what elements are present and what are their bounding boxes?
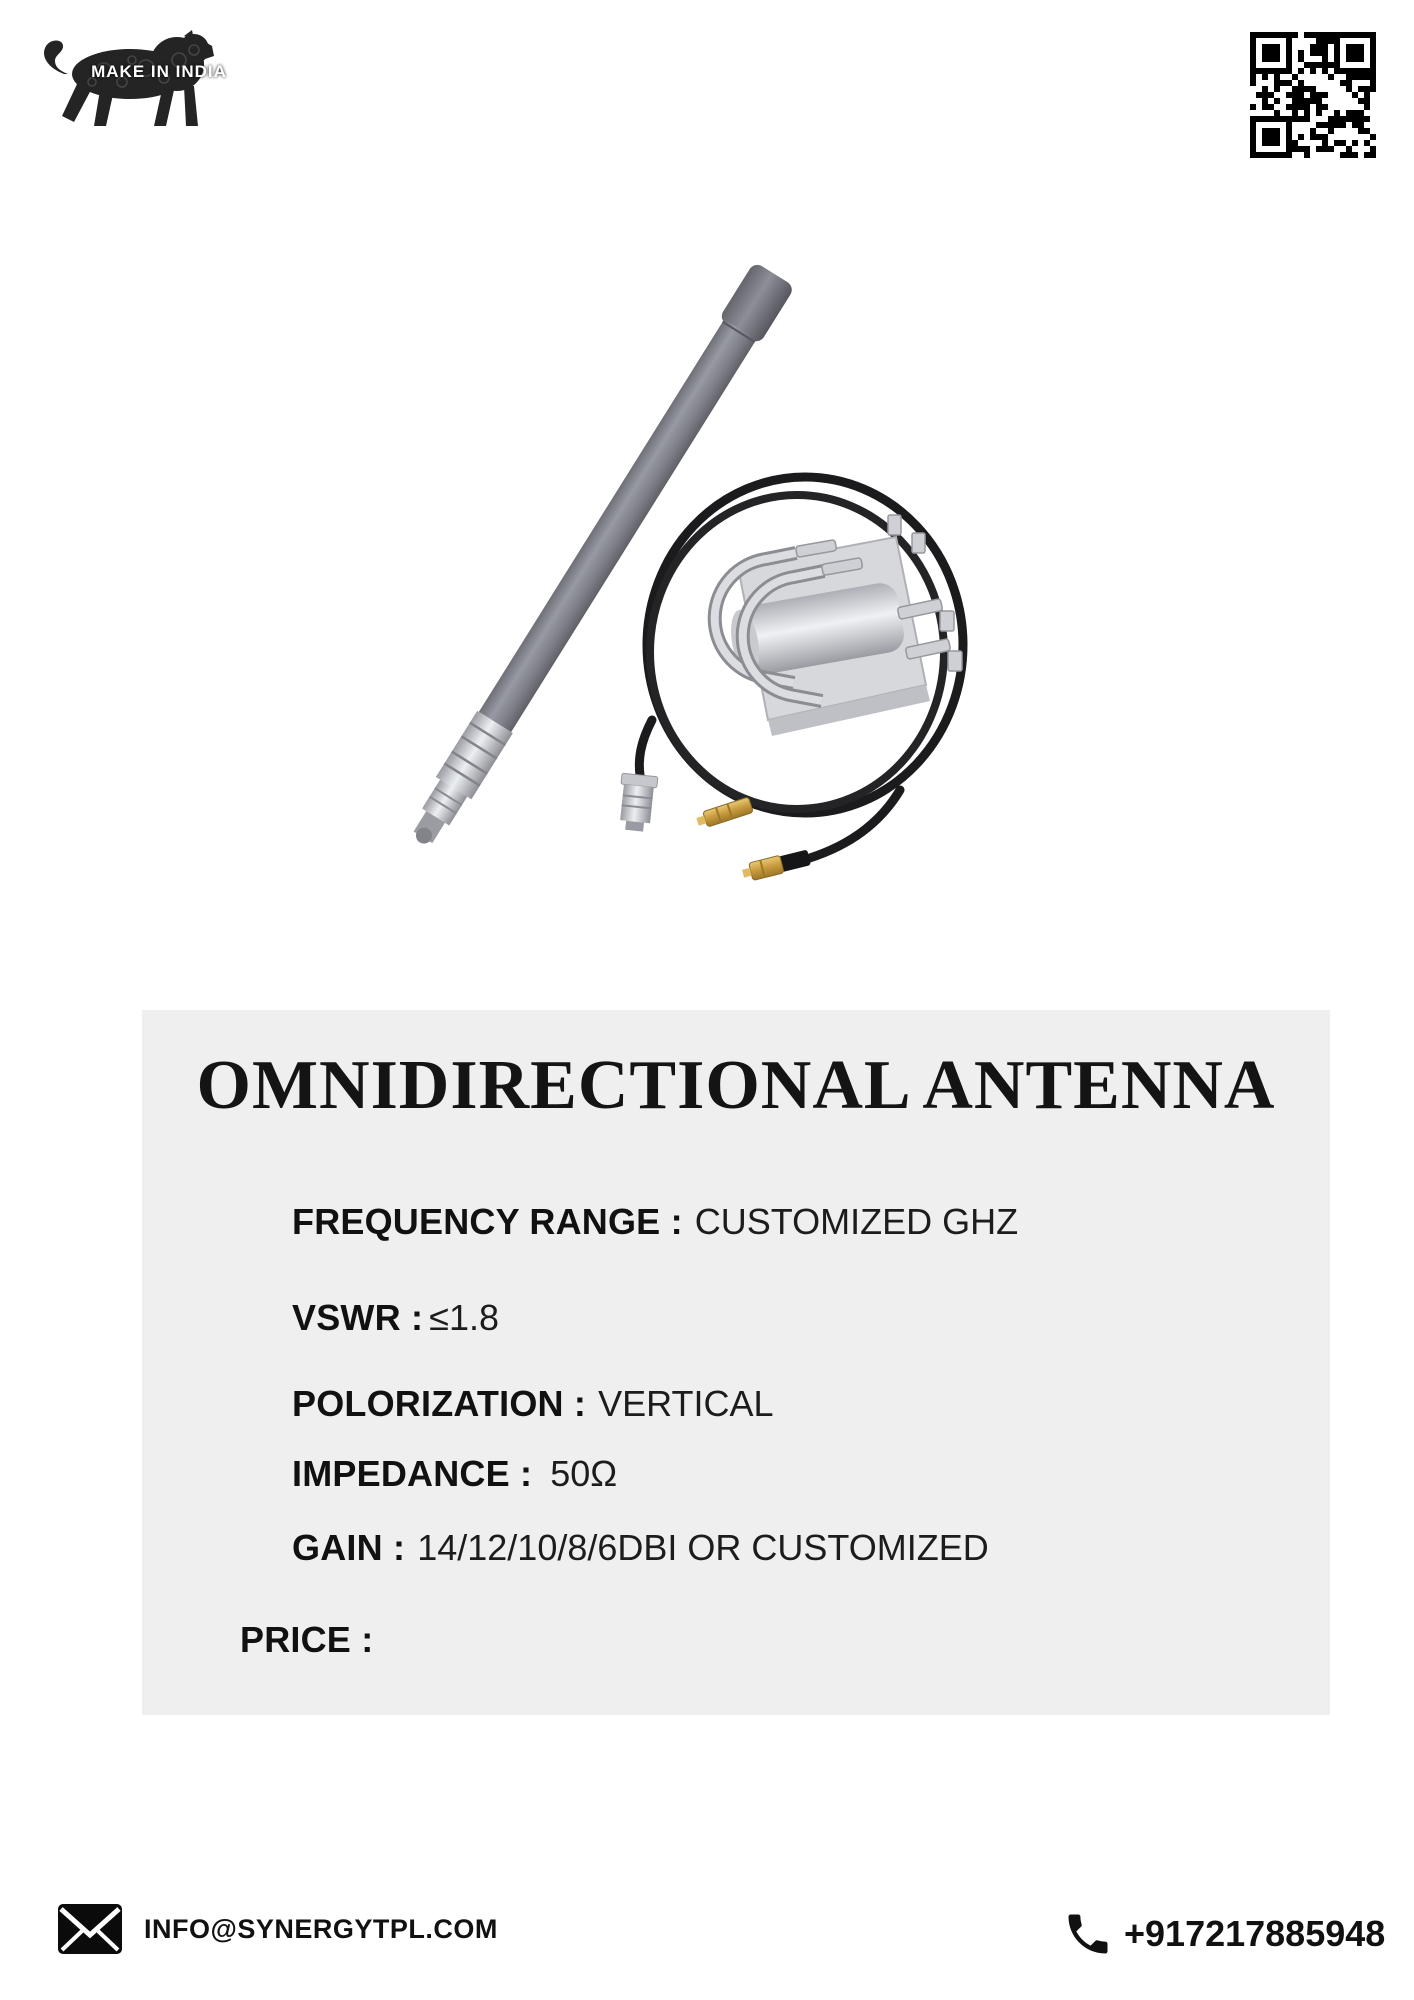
lion-muzzle — [202, 40, 214, 60]
email-text: INFO@SYNERGYTPL.COM — [144, 1913, 498, 1944]
spec-label-vswr: VSWR : — [292, 1297, 424, 1338]
spec-value-polarization: VERTICAL — [598, 1383, 774, 1424]
spec-label-impedance: IMPEDANCE : — [292, 1453, 533, 1494]
lion-tail — [44, 40, 68, 74]
spec-row-price — [240, 1618, 385, 1662]
product-photo — [300, 215, 1120, 915]
spec-value-vswr: ≤1.8 — [429, 1297, 500, 1338]
n-connector — [616, 773, 658, 832]
spec-card — [142, 1010, 1330, 1715]
spec-label-polarization: POLORIZATION : — [292, 1383, 587, 1424]
make-in-india-logo — [34, 12, 227, 138]
footer-phone — [1062, 1908, 1385, 1960]
footer-email — [58, 1904, 498, 1954]
spec-label-gain: GAIN : — [292, 1527, 406, 1568]
lion-rear-leg-2 — [62, 82, 92, 122]
spec-value-impedance: 50Ω — [550, 1453, 618, 1494]
sma-adapter — [695, 797, 753, 830]
spec-value-frequency-range: CUSTOMIZED GHZ — [694, 1201, 1019, 1242]
spec-row-polarization — [292, 1382, 774, 1426]
qr-code — [1250, 32, 1376, 158]
email-icon — [58, 1904, 122, 1954]
logo-text: MAKE IN INDIA — [91, 62, 227, 81]
spec-row-frequency-range — [292, 1200, 1018, 1244]
spec-row-impedance — [292, 1452, 617, 1496]
page-title: OMNIDIRECTIONAL ANTENNA — [196, 1047, 1276, 1124]
lion-rear-leg — [94, 90, 114, 126]
sma-connector — [741, 849, 811, 883]
spec-row-gain — [292, 1526, 989, 1570]
lion-front-leg — [184, 86, 198, 126]
cable-tail-n — [639, 720, 652, 775]
phone-icon — [1062, 1908, 1114, 1960]
spec-label-frequency-range: FREQUENCY RANGE : — [292, 1201, 683, 1242]
spec-row-vswr — [292, 1296, 499, 1340]
spec-label-price: PRICE : — [240, 1619, 374, 1660]
mount-bracket — [715, 515, 962, 736]
spec-value-gain: 14/12/10/8/6DBI OR CUSTOMIZED — [417, 1527, 989, 1568]
phone-text: +917217885948 — [1124, 1913, 1386, 1954]
antenna-rod — [399, 262, 795, 856]
